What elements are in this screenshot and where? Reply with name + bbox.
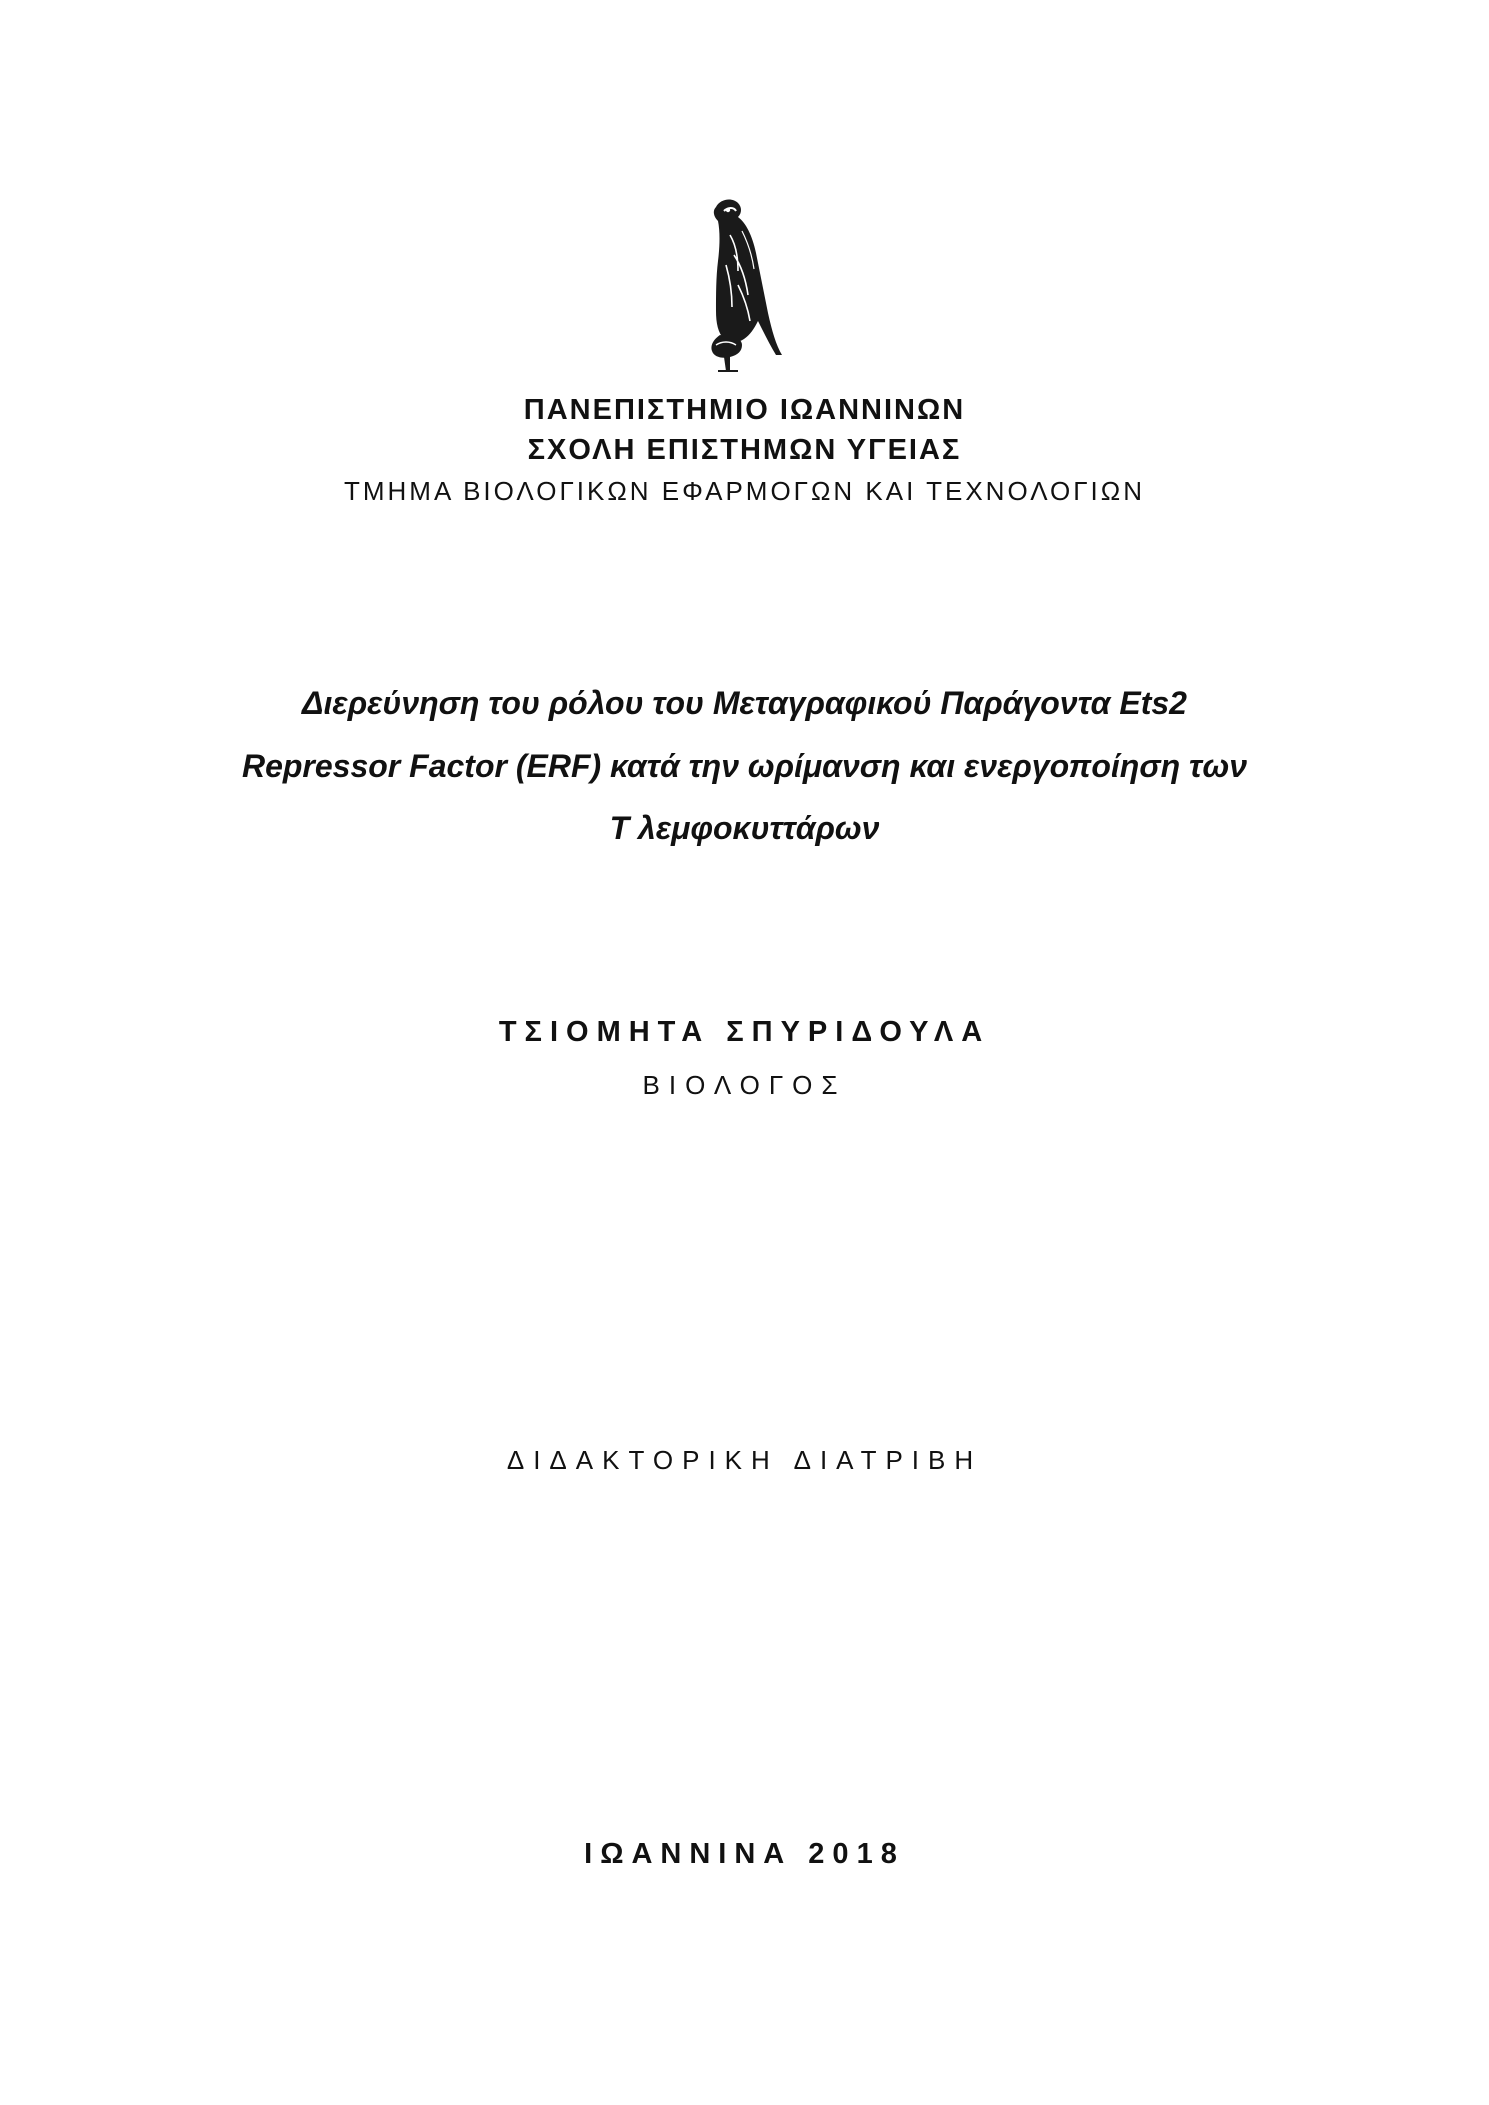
- owl-logo-icon: [680, 195, 790, 375]
- department-name: ΤΜΗΜΑ ΒΙΟΛΟΓΙΚΩΝ ΕΦΑΡΜΟΓΩΝ ΚΑΙ ΤΕΧΝΟΛΟΓΙΩΝ: [343, 476, 1145, 506]
- thesis-title-line-2: Repressor Factor (ERF) κατά την ωρίμανση και ενεργοποίηση των: [241, 748, 1248, 784]
- thesis-type: ΔΙΔΑΚΤΟΡΙΚΗ ΔΙΑΤΡΙΒΗ: [506, 1445, 983, 1475]
- author-name: ΤΣΙΟΜΗΤΑ ΣΠΥΡΙΔΟΥΛΑ: [498, 1016, 991, 1048]
- thesis-title-line-3: Τ λεμφοκυττάρων: [609, 810, 880, 846]
- university-name: ΠΑΝΕΠΙΣΤΗΜΙΟ ΙΩΑΝΝΙΝΩΝ: [523, 394, 966, 426]
- thesis-title-line-1: Διερεύνηση του ρόλου του Μεταγραφικού Παράγοντα Ets2: [302, 685, 1187, 721]
- school-name: ΣΧΟΛΗ ΕΠΙΣΤΗΜΩΝ ΥΓΕΙΑΣ: [527, 434, 962, 466]
- author-profession: ΒΙΟΛΟΓΟΣ: [642, 1070, 847, 1100]
- city-and-year: ΙΩΑΝΝΙΝΑ 2018: [584, 1838, 905, 1870]
